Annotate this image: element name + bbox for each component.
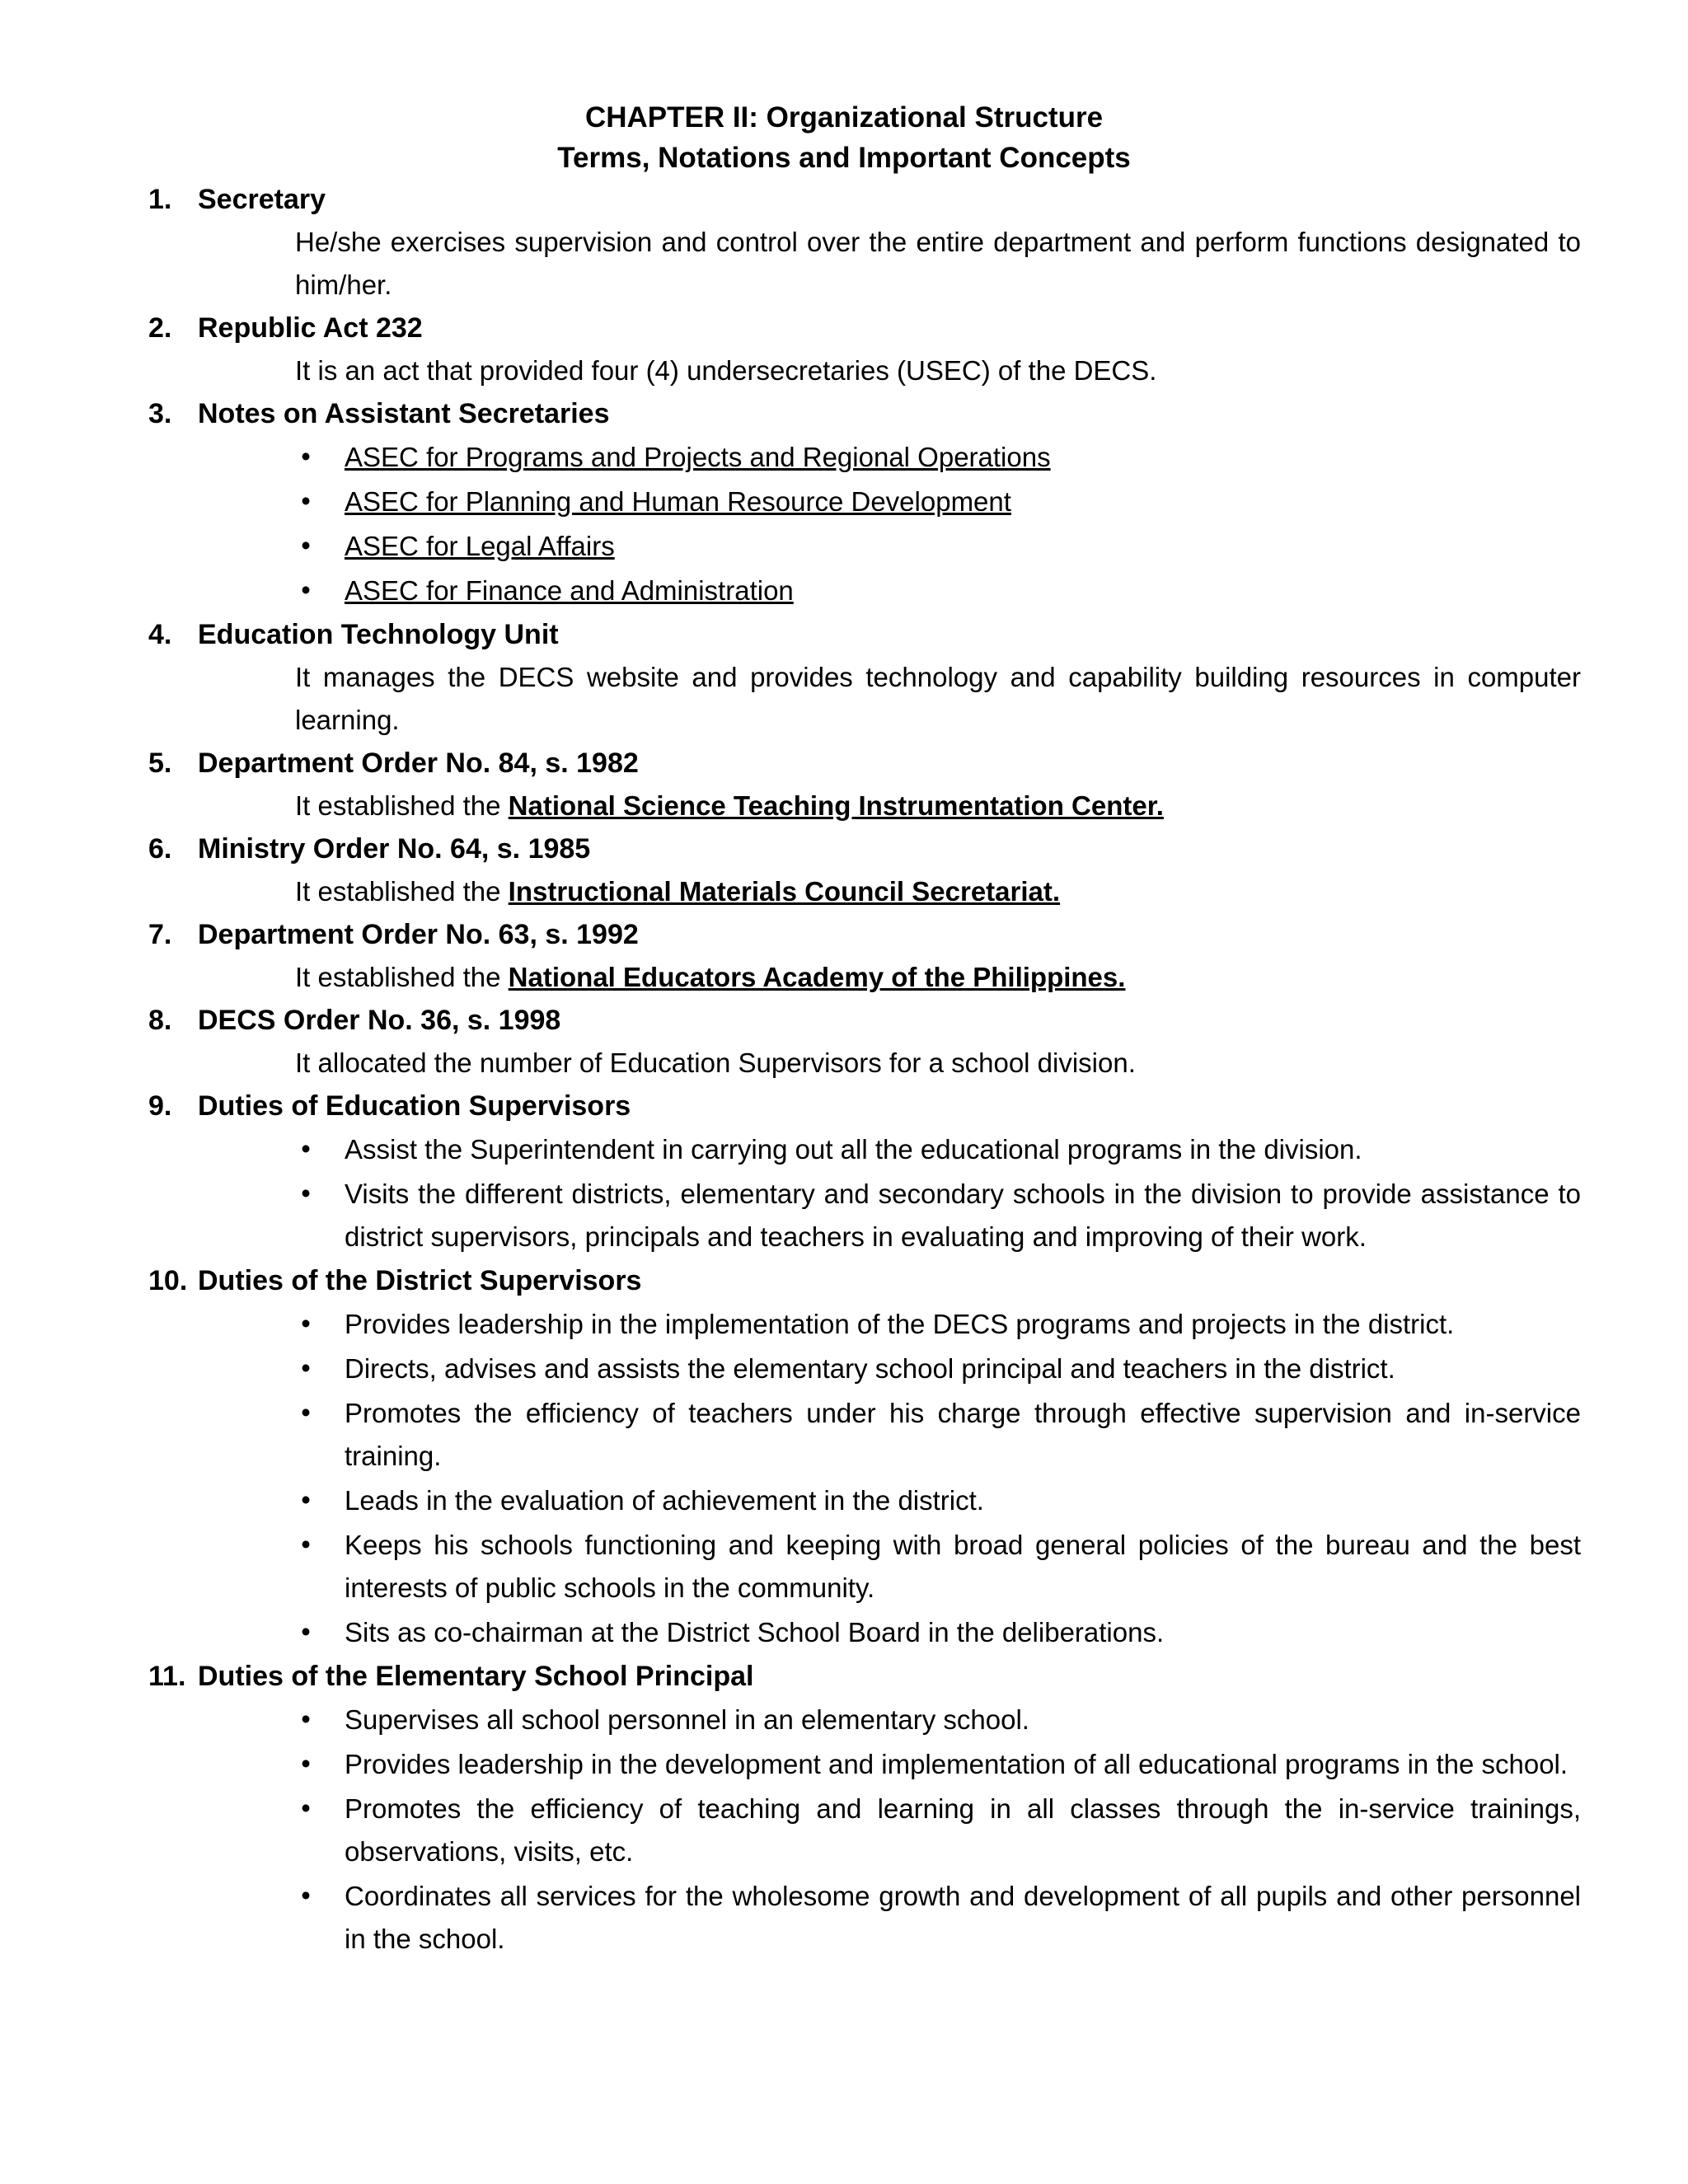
bullet-item: • ASEC for Programs and Projects and Regional Operations [345,435,1581,480]
list-item [0,178,1688,307]
item-title: Republic Act 232 [198,312,423,344]
list-item [0,1655,1688,1961]
established-entity: National Educators Academy of the Philippines. [508,962,1126,992]
list-item [0,742,1688,827]
bullet-item: • Directs, advises and assists the elementary school principal and teachers in the district. [345,1347,1581,1391]
bullet-item: • Assist the Superintendent in carrying out all the educational programs in the division. [345,1127,1581,1172]
item-number: 7. [148,919,172,950]
list-item [0,392,1688,613]
item-description: It manages the DECS website and provides technology and capability building resources in computer learning. [295,662,1581,735]
bullet-icon: • [301,1397,311,1427]
item-number: 11. [148,1661,186,1692]
item-title: Department Order No. 84, s. 1982 [198,748,639,779]
list-item [0,913,1688,999]
bullet-icon: • [301,441,311,471]
item-description: He/she exercises supervision and control over the entire department and perform functions designated to him/her. [295,227,1581,300]
established-entity: National Science Teaching Instrumentation Center. [508,790,1164,821]
item-description: It allocated the number of Education Supervisors for a school division. [295,1047,1136,1078]
item-number: 5. [148,748,172,779]
item-title: Duties of the District Supervisors [198,1265,642,1296]
bullet-icon: • [301,574,311,605]
bullet-icon: • [301,1793,311,1823]
bullet-icon: • [301,530,311,560]
bullet-item: • Provides leadership in the implementation of the DECS programs and projects in the district. [345,1302,1581,1347]
chapter-title: CHAPTER II: Organizational Structure [584,101,1104,134]
bullet-icon: • [301,1133,311,1164]
bullet-icon: • [301,485,311,516]
list-item [0,307,1688,392]
item-title: Notes on Assistant Secretaries [198,398,610,429]
item-number: 2. [148,312,172,344]
item-title: Ministry Order No. 64, s. 1985 [198,833,591,865]
item-title: Education Technology Unit [198,619,559,650]
list-item [0,613,1688,742]
item-number: 10. [148,1265,188,1296]
bullet-list [0,1302,1688,1655]
bullet-icon: • [301,1616,311,1647]
bullet-item: • Keeps his schools functioning and keeping with broad general policies of the bureau and the best interests of public schools in the community. [345,1523,1581,1610]
bullet-list [0,1127,1688,1259]
bullet-icon: • [301,1308,311,1338]
item-title: Duties of Education Supervisors [198,1090,631,1122]
chapter-subtitle: Terms, Notations and Important Concepts [557,142,1131,174]
item-title: DECS Order No. 36, s. 1998 [198,1005,561,1036]
list-item [0,1085,1688,1259]
bullet-item: • Provides leadership in the development and implementation of all educational programs in the school. [345,1742,1581,1787]
bullet-item: • Leads in the evaluation of achievement in the district. [345,1479,1581,1523]
bullet-icon: • [301,1748,311,1779]
item-number: 3. [148,398,172,429]
list-item [0,999,1688,1085]
item-title: Department Order No. 63, s. 1992 [198,919,639,950]
bullet-icon: • [301,1178,311,1208]
bullet-icon: • [301,1704,311,1734]
bullet-item: • Coordinates all services for the wholesome growth and development of all pupils and other personnel in the school. [345,1874,1581,1961]
established-entity: Instructional Materials Council Secretariat. [508,876,1061,907]
bullet-list [0,435,1688,613]
bullet-item: • Visits the different districts, elementary and secondary schools in the division to provide assistance to district supervisors, principals and teachers in evaluating and improving of their work. [345,1172,1581,1259]
bullet-item: • ASEC for Finance and Administration [345,569,1581,613]
item-number: 1. [148,184,172,215]
item-number: 9. [148,1090,172,1122]
bullet-item: • Promotes the efficiency of teaching and learning in all classes through the in-service trainings, observations, visits, etc. [345,1787,1581,1874]
bullet-item: • Supervises all school personnel in an elementary school. [345,1698,1581,1742]
bullet-icon: • [301,1529,311,1559]
item-description: It established the National Educators Academy of the Philippines. [295,962,1126,992]
bullet-icon: • [301,1352,311,1383]
item-number: 4. [148,619,172,650]
bullet-icon: • [301,1880,311,1910]
item-description: It established the National Science Teaching Instrumentation Center. [295,790,1164,821]
item-description: It is an act that provided four (4) undersecretaries (USEC) of the DECS. [295,355,1157,386]
list-item [0,1259,1688,1655]
bullet-icon: • [301,1484,311,1515]
item-description: It established the Instructional Materials Council Secretariat. [295,876,1061,907]
list-item [0,827,1688,913]
bullet-item: • ASEC for Legal Affairs [345,524,1581,569]
item-title: Duties of the Elementary School Principal [198,1661,754,1692]
bullet-item: • Sits as co-chairman at the District School Board in the deliberations. [345,1610,1581,1655]
item-number: 6. [148,833,172,865]
bullet-item: • Promotes the efficiency of teachers under his charge through effective supervision and in-service training. [345,1391,1581,1479]
item-title: Secretary [198,184,326,215]
bullet-list [0,1698,1688,1961]
bullet-item: • ASEC for Planning and Human Resource Development [345,480,1581,524]
item-number: 8. [148,1005,172,1036]
concept-list [0,178,1688,1961]
